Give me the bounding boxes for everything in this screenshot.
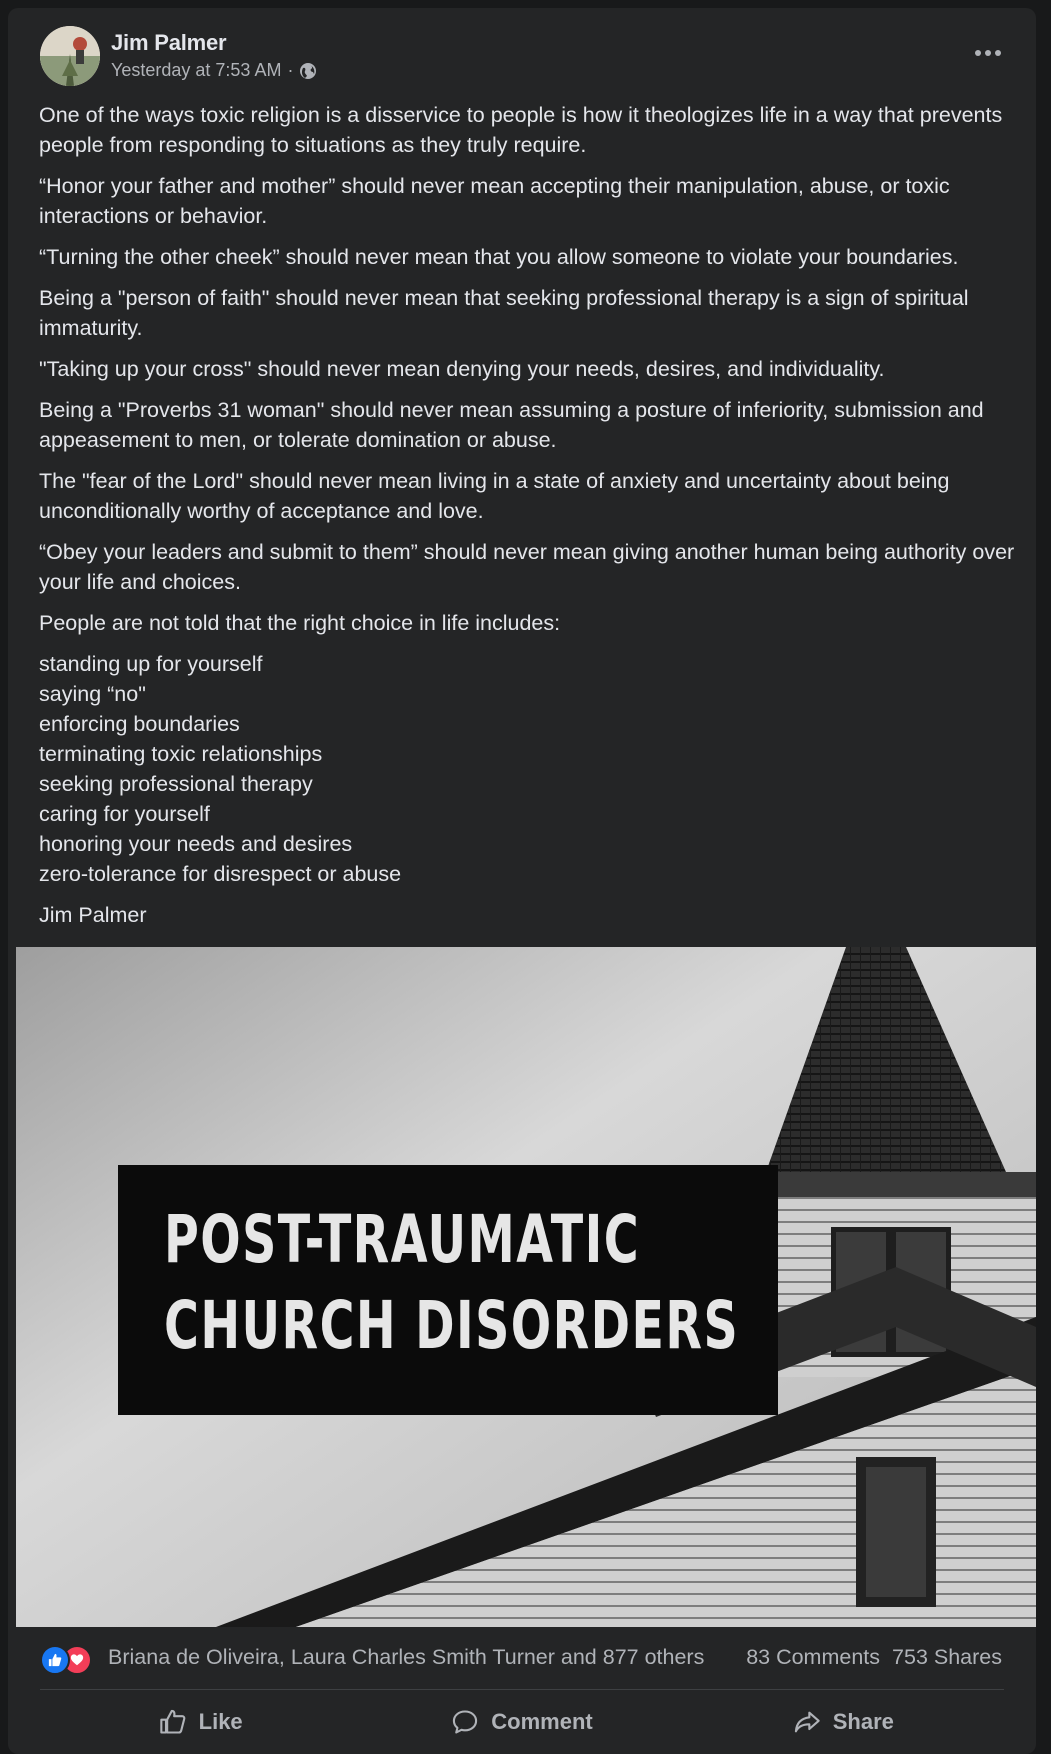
post-image[interactable] <box>16 947 1036 1627</box>
list-item: caring for yourself <box>39 802 210 826</box>
list-item: terminating toxic relationships <box>39 742 323 766</box>
comment-label: Comment <box>491 1709 593 1734</box>
paragraph: Being a "Proverbs 31 woman" should never mean assuming a posture of inferiority, submission and appeasement to men, or tolerate domination or abuse. <box>39 398 984 452</box>
image-title-line-1: POST-TRAUMATIC <box>164 1201 641 1278</box>
image-title-box <box>118 1165 778 1415</box>
paragraph: Being a "person of faith" should never mean that seeking professional therapy is a sign of spiritual immaturity. <box>39 286 969 340</box>
reactors-text[interactable]: Briana de Oliveira, Laura Charles Smith Turner and 877 others <box>108 1645 705 1669</box>
paragraph: “Obey your leaders and submit to them” should never mean giving another human being authority over your life and choices. <box>39 540 1015 594</box>
actions-divider <box>40 1689 1004 1690</box>
reaction-icons[interactable] <box>40 1645 96 1673</box>
comments-count[interactable]: 83 Comments <box>746 1645 881 1669</box>
list-item: standing up for yourself <box>39 652 263 676</box>
action-bar <box>40 1692 1004 1752</box>
share-label: Share <box>832 1709 894 1734</box>
paragraph: People are not told that the right choice in life includes: <box>39 611 561 635</box>
dot <box>995 50 1001 56</box>
list-item: enforcing boundaries <box>39 712 240 736</box>
shares-count[interactable]: 753 Shares <box>892 1645 1002 1669</box>
more-options-icon[interactable] <box>968 38 1008 68</box>
author-name[interactable]: Jim Palmer <box>111 30 227 55</box>
post-stats <box>8 1627 1036 1689</box>
share-icon <box>793 1708 821 1736</box>
post-body <box>39 100 1024 941</box>
paragraph: “Honor your father and mother” should never mean accepting their manipulation, abuse, or toxic interactions or behavior. <box>39 174 950 228</box>
signature: Jim Palmer <box>39 903 147 927</box>
choices-list <box>39 649 1024 889</box>
paragraph: "Taking up your cross" should never mean denying your needs, desires, and individuality. <box>39 357 885 381</box>
post-card <box>8 8 1036 1754</box>
like-label: Like <box>198 1709 243 1734</box>
like-button[interactable] <box>40 1692 361 1752</box>
post-meta <box>111 60 317 81</box>
comment-icon <box>451 1708 479 1736</box>
post-header <box>8 8 1036 92</box>
comment-button[interactable] <box>361 1692 682 1752</box>
list-item: saying “no" <box>39 682 146 706</box>
image-title-line-2: CHURCH DISORDERS <box>164 1287 740 1364</box>
globe-icon[interactable] <box>299 62 317 80</box>
share-button[interactable] <box>683 1692 1004 1752</box>
author-avatar[interactable] <box>40 26 100 86</box>
like-reaction-icon <box>40 1645 70 1675</box>
paragraph: One of the ways toxic religion is a disservice to people is how it theologizes life in a way that prevents people from responding to situations as they truly require. <box>39 103 1003 157</box>
dot <box>985 50 991 56</box>
list-item: zero-tolerance for disrespect or abuse <box>39 862 402 886</box>
engagement-counts <box>746 1645 1002 1670</box>
dot <box>975 50 981 56</box>
list-item: seeking professional therapy <box>39 772 313 796</box>
paragraph: “Turning the other cheek” should never mean that you allow someone to violate your boundaries. <box>39 245 959 269</box>
list-item: honoring your needs and desires <box>39 832 353 856</box>
post-timestamp[interactable]: Yesterday at 7:53 AM <box>111 60 282 80</box>
meta-separator: · <box>287 60 294 80</box>
paragraph: The "fear of the Lord" should never mean living in a state of anxiety and uncertainty about being unconditionally worthy of acceptance and love. <box>39 469 950 523</box>
like-icon <box>159 1708 187 1736</box>
avatar-image <box>40 26 100 86</box>
